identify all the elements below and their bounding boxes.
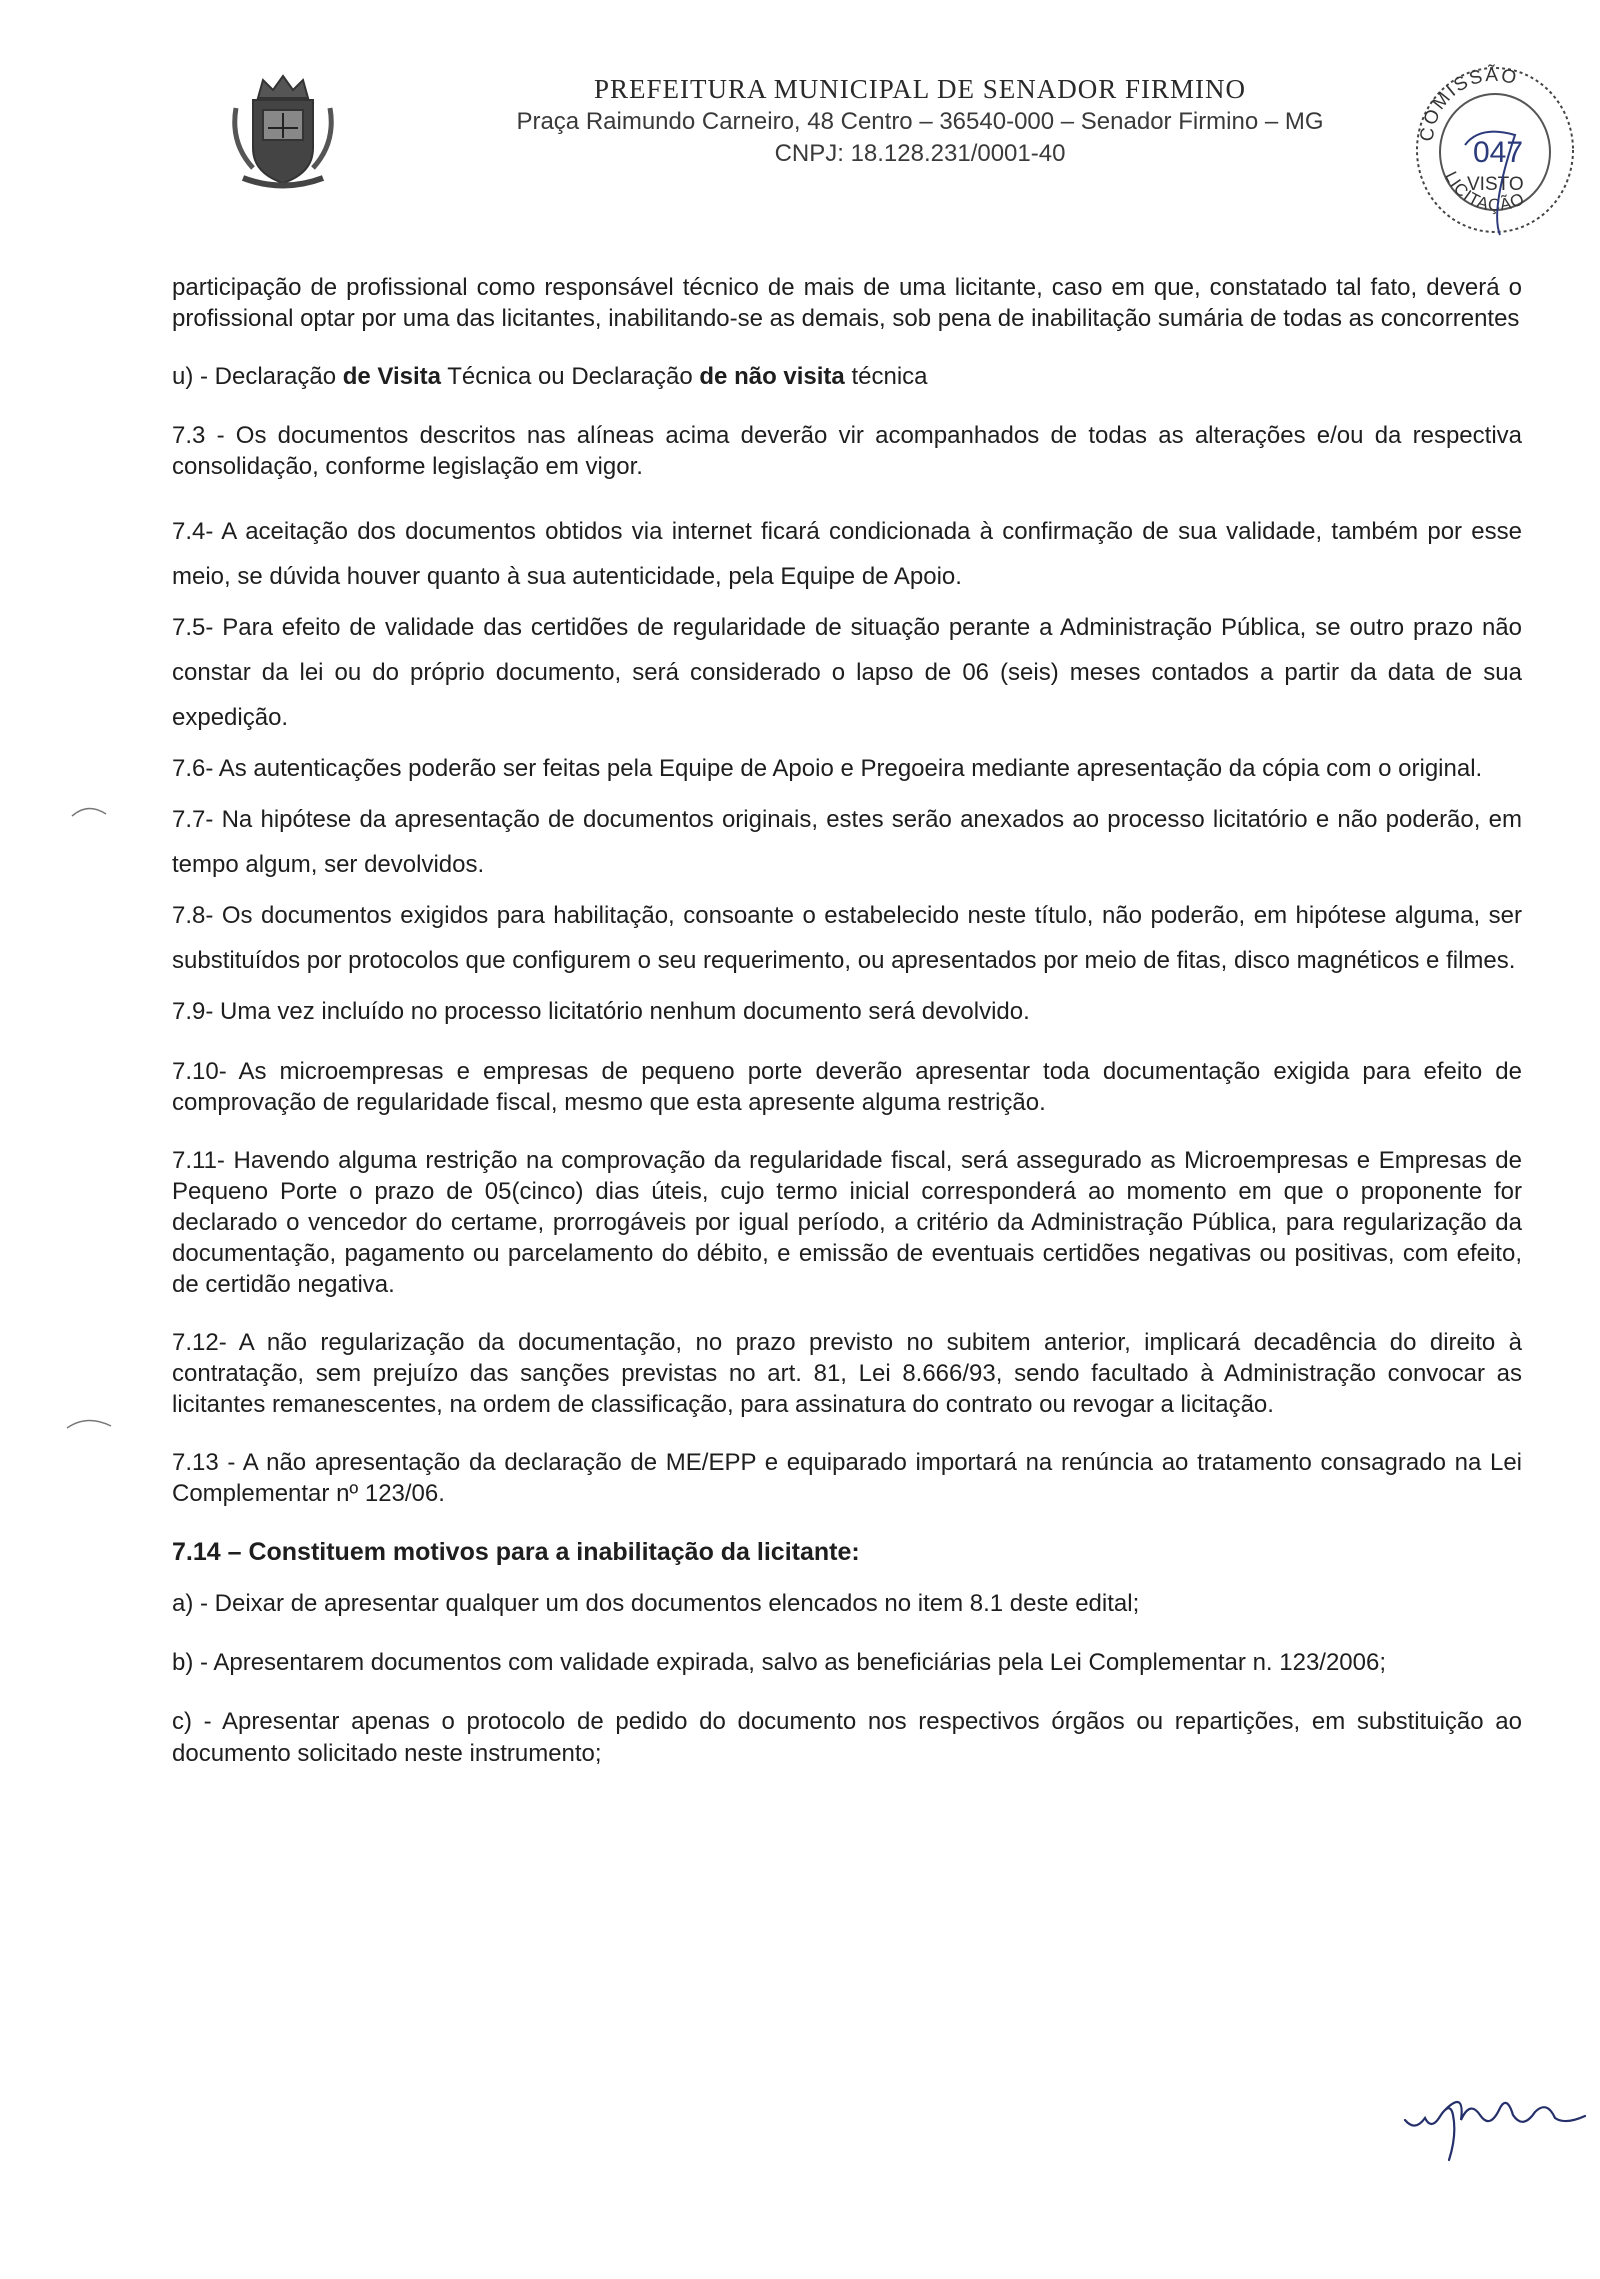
municipal-crest-icon — [228, 68, 338, 193]
paragraph-7-13: 7.13 - A não apresentação da declaração de ME/EPP e equiparado importará na renúncia ao tratamento consagrado na Lei Complementar nº 123/06. — [172, 1449, 1522, 1507]
paragraph-7-4: 7.4- A aceitação dos documentos obtidos via internet ficará condicionada à confirmação de sua validade, também por esse meio, se dúvida houver quanto à sua autenticidade, pela Equipe de Apoio. — [172, 518, 1522, 590]
paragraph: participação de profissional como responsável técnico de mais de uma licitante, caso em que, constatado tal fato, deverá o profissional optar por uma das licitantes, inabilitando-se as demais, sob pena de inabilitação sumária de todas as concorrentes — [172, 274, 1522, 332]
item-b: b) - Apresentarem documentos com validade expirada, salvo as beneficiárias pela Lei Complementar n. 123/2006; — [172, 1649, 1387, 1676]
letterhead-cnpj: CNPJ: 18.128.231/0001-40 — [774, 140, 1066, 167]
handwritten-signature — [1395, 2070, 1600, 2170]
stamp-number: 047 — [1473, 136, 1524, 169]
paragraph-7-11: 7.11- Havendo alguma restrição na comprovação da regularidade fiscal, será assegurado as Microempresas e Empresas de Pequeno Porte o prazo de 05(cinco) dias úteis, cujo termo inicial corresponderá ao momento em que o proponente for declarado o vencedor do certame, prorrogáveis por igual período, a critério da Administração Pública, para regularização da documentação, pagamento ou parcelamento do débito, e emissão de eventuais certidões negativas ou positivas, com efeito, de certidão negativa. — [172, 1147, 1522, 1298]
letterhead-title: PREFEITURA MUNICIPAL DE SENADOR FIRMINO — [593, 74, 1247, 104]
commission-stamp — [1405, 50, 1580, 245]
paragraph-7-9: 7.9- Uma vez incluído no processo licitatório nenhum documento será devolvido. — [172, 998, 1030, 1025]
paragraph-7-8: 7.8- Os documentos exigidos para habilitação, consoante o estabelecido neste título, não poderão, em hipótese alguma, ser substituídos por protocolos que configurem o seu requerimento, ou apresentados por meio de fitas, disco magnéticos e filmes. — [172, 902, 1522, 974]
letterhead — [430, 72, 1410, 170]
paragraph-7-5: 7.5- Para efeito de validade das certidões de regularidade de situação perante a Administração Pública, se outro prazo não constar da lei ou do próprio documento, será considerado o lapso de 06 (seis) meses contados a partir da data de sua expedição. — [172, 614, 1522, 731]
document-body — [172, 272, 1522, 1797]
svg-text:COMISSÃO — [1417, 64, 1521, 143]
paragraph-7-3: 7.3 - Os documentos descritos nas alíneas acima deverão vir acompanhados de todas as alterações e/ou da respectiva consolidação, conforme legislação em vigor. — [172, 422, 1522, 480]
paragraph-7-10: 7.10- As microempresas e empresas de pequeno porte deverão apresentar toda documentação exigida para efeito de comprovação de regularidade fiscal, mesmo que esta apresente alguma restrição. — [172, 1058, 1522, 1116]
item-c: c) - Apresentar apenas o protocolo de pedido do documento nos respectivos órgãos ou repartições, em substituição ao documento solicitado neste instrumento; — [172, 1708, 1522, 1767]
stamp-bottom-text: LICITAÇÃO — [1441, 168, 1528, 215]
item-a: a) - Deixar de apresentar qualquer um dos documentos elencados no item 8.1 deste edital; — [172, 1590, 1140, 1617]
stamp-top-text: COMISSÃO — [1416, 64, 1521, 143]
margin-mark — [70, 800, 110, 820]
stamp-visto: VISTO — [1467, 174, 1524, 195]
letterhead-address: Praça Raimundo Carneiro, 48 Centro – 36540-000 – Senador Firmino – MG — [516, 108, 1324, 135]
margin-mark — [65, 1412, 115, 1432]
section-heading-7-14: 7.14 – Constituem motivos para a inabilitação da licitante: — [172, 1538, 860, 1566]
paragraph-7-7: 7.7- Na hipótese da apresentação de documentos originais, estes serão anexados ao processo licitatório e não poderão, em tempo algum, ser devolvidos. — [172, 806, 1522, 878]
paragraph-u: u) - Declaração de Visita Técnica ou Declaração de não visita técnica — [172, 363, 928, 390]
paragraph-7-12: 7.12- A não regularização da documentação, no prazo previsto no subitem anterior, implicará decadência do direito à contratação, sem prejuízo das sanções previstas no art. 81, Lei 8.666/93, sendo facultado à Administração convocar as licitantes remanescentes, na ordem de classificação, para assinatura do contrato ou revogar a licitação. — [172, 1329, 1522, 1418]
paragraph-7-6: 7.6- As autenticações poderão ser feitas pela Equipe de Apoio e Pregoeira mediante apresentação da cópia com o original. — [172, 755, 1483, 782]
